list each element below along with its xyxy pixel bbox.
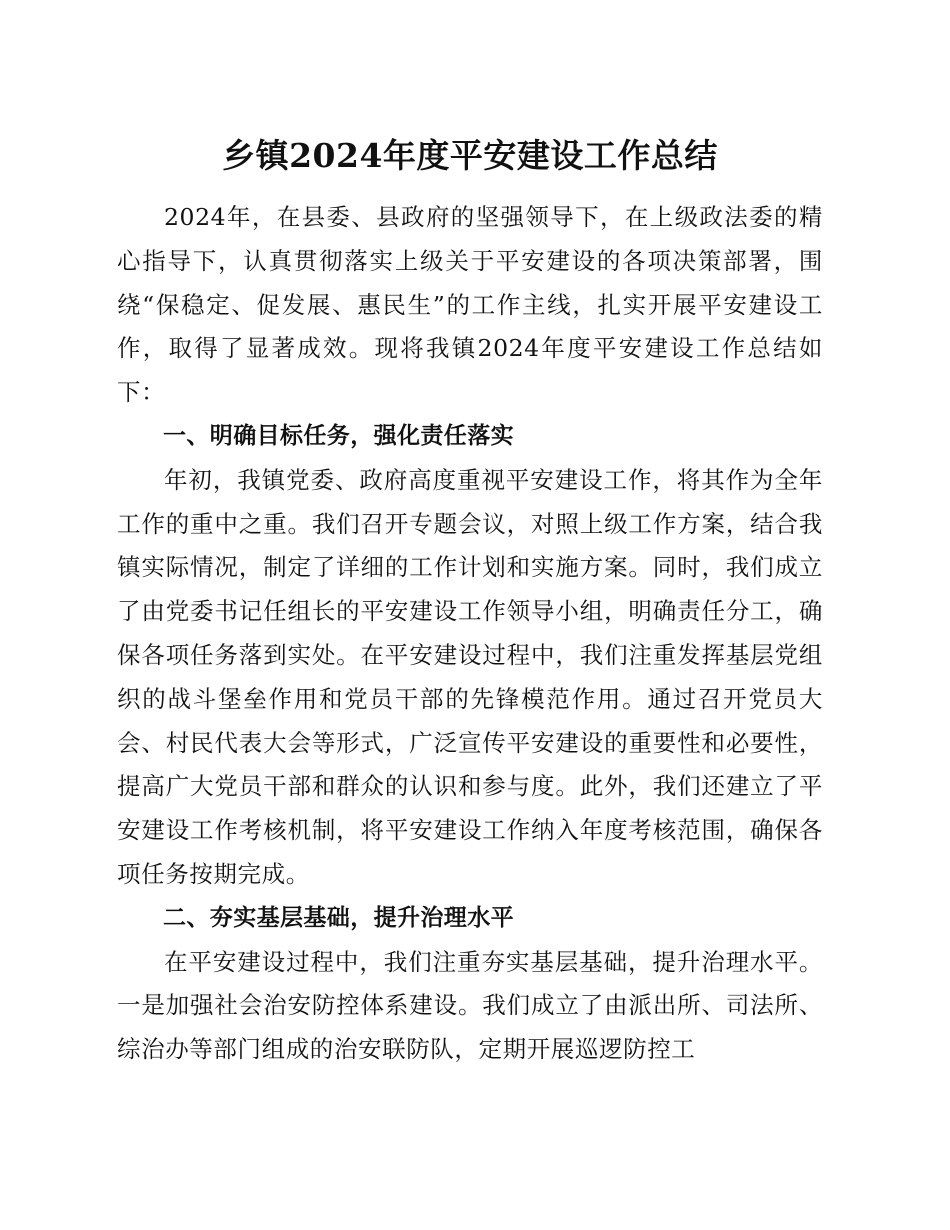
document-page [117, 126, 823, 1072]
document-title: 乡镇2024年度平安建设工作总结 [222, 136, 718, 175]
section-1-heading: 一、明确目标任务，强化责任落实 [163, 422, 514, 449]
section-1-body: 年初，我镇党委、政府高度重视平安建设工作，将其作为全年工作的重中之重。我们召开专题会议，对照上级工作方案，结合我镇实际情况，制定了详细的工作计划和实施方案。同时，我们成立了由党委书记任组长的平安建设工作领导小组，明确责任分工，确保各项任务落到实处。在平安建设过程中，我们注重发挥基层党组织的战斗堡垒作用和党员干部的先锋模范作用。通过召开党员大会、村民代表大会等形式，广泛宣传平安建设的重要性和必要性，提高广大党员干部和群众的认识和参与度。此外，我们还建立了平安建设工作考核机制，将平安建设工作纳入年度考核范围，确保各项任务按期完成。 [117, 465, 823, 888]
intro-paragraph: 2024年，在县委、县政府的坚强领导下，在上级政法委的精心指导下，认真贯彻落实上级关于平安建设的各项决策部署，围绕“保稳定、促发展、惠民生”的工作主线，扎实开展平安建设工作，取得了显著成效。现将我镇2024年度平安建设工作总结如下： [117, 203, 823, 407]
section-2-body: 在平安建设过程中，我们注重夯实基层基础，提升治理水平。一是加强社会治安防控体系建设。我们成立了由派出所、司法所、综治办等部门组成的治安联防队，定期开展巡逻防控工 [117, 947, 823, 1064]
section-2-heading: 二、夯实基层基础，提升治理水平 [163, 904, 514, 931]
